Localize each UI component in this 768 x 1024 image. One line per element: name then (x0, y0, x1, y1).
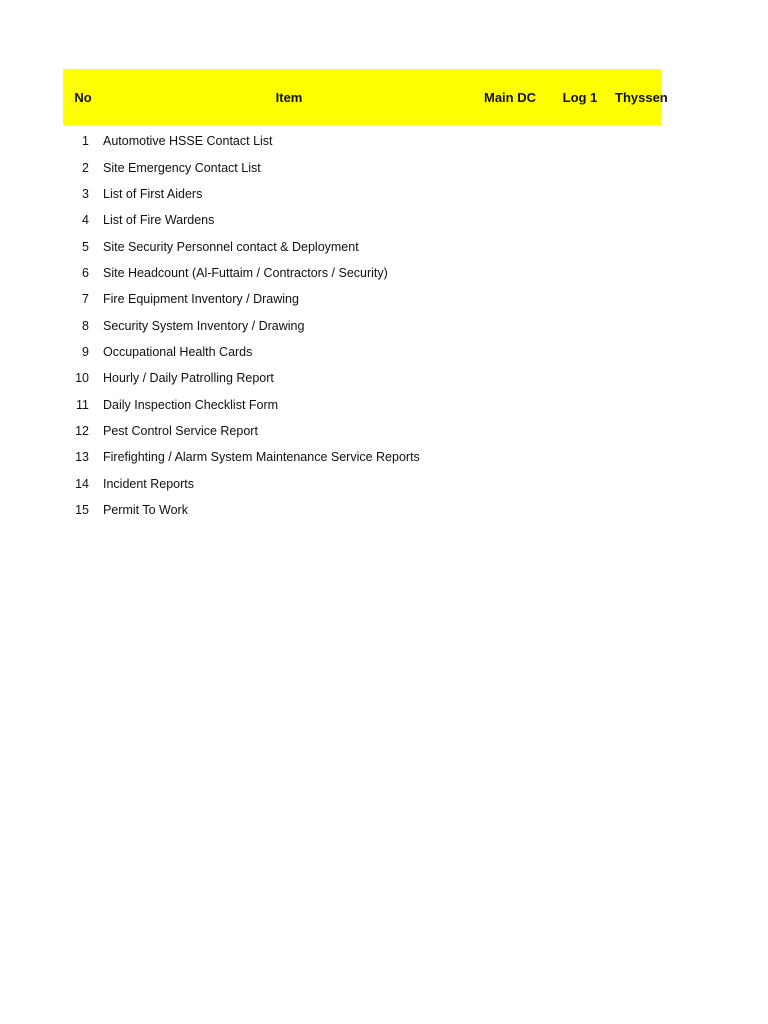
table-row (63, 365, 661, 391)
checklist-table (63, 69, 668, 523)
row-item: List of Fire Wardens (103, 213, 215, 228)
row-number: 10 (75, 371, 89, 386)
table-row (63, 207, 661, 233)
table-row (63, 128, 661, 154)
row-number: 7 (82, 292, 89, 307)
table-row (63, 418, 661, 444)
row-number: 1 (82, 134, 89, 149)
table-row (63, 497, 661, 523)
row-item: Occupational Health Cards (103, 344, 253, 359)
table-row (63, 391, 661, 417)
table-row (63, 286, 661, 312)
row-item: Site Emergency Contact List (103, 160, 261, 175)
row-number: 2 (82, 160, 89, 175)
table-header (63, 69, 668, 125)
row-item: Fire Equipment Inventory / Drawing (103, 292, 299, 307)
row-item: Pest Control Service Report (103, 423, 258, 438)
table-row (63, 154, 661, 180)
row-number: 5 (82, 239, 89, 254)
header-no: No (74, 89, 92, 105)
table-row (63, 444, 661, 470)
row-number: 8 (82, 318, 89, 333)
row-item: Security System Inventory / Drawing (103, 318, 305, 333)
row-item: Site Headcount (Al-Futtaim / Contractors / Security) (103, 265, 388, 280)
row-number: 3 (82, 186, 89, 201)
header-main-dc: Main DC (484, 89, 536, 105)
row-item: Daily Inspection Checklist Form (103, 397, 279, 412)
table-row (63, 312, 661, 338)
table-body (63, 128, 661, 523)
row-item: Automotive HSSE Contact List (103, 134, 273, 149)
header-log-1: Log 1 (562, 89, 598, 105)
table-row (63, 339, 661, 365)
table-row (63, 260, 661, 286)
row-item: Incident Reports (103, 476, 195, 491)
row-item: Permit To Work (103, 502, 188, 517)
row-number: 14 (75, 476, 89, 491)
row-number: 13 (75, 450, 89, 465)
row-item: Firefighting / Alarm System Maintenance Service Reports (103, 450, 420, 465)
row-number: 15 (75, 502, 89, 517)
header-item: Item (275, 89, 303, 105)
row-number: 4 (82, 213, 89, 228)
header-thyssen: Thyssen (615, 89, 668, 105)
row-item: Site Security Personnel contact & Deployment (103, 239, 359, 254)
table-row (63, 181, 661, 207)
row-item: List of First Aiders (103, 186, 203, 201)
row-item: Hourly / Daily Patrolling Report (103, 371, 274, 386)
row-number: 12 (75, 423, 89, 438)
row-number: 6 (82, 265, 89, 280)
row-number: 9 (82, 344, 89, 359)
table-row (63, 470, 661, 496)
table-row (63, 233, 661, 259)
row-number: 11 (76, 397, 89, 412)
